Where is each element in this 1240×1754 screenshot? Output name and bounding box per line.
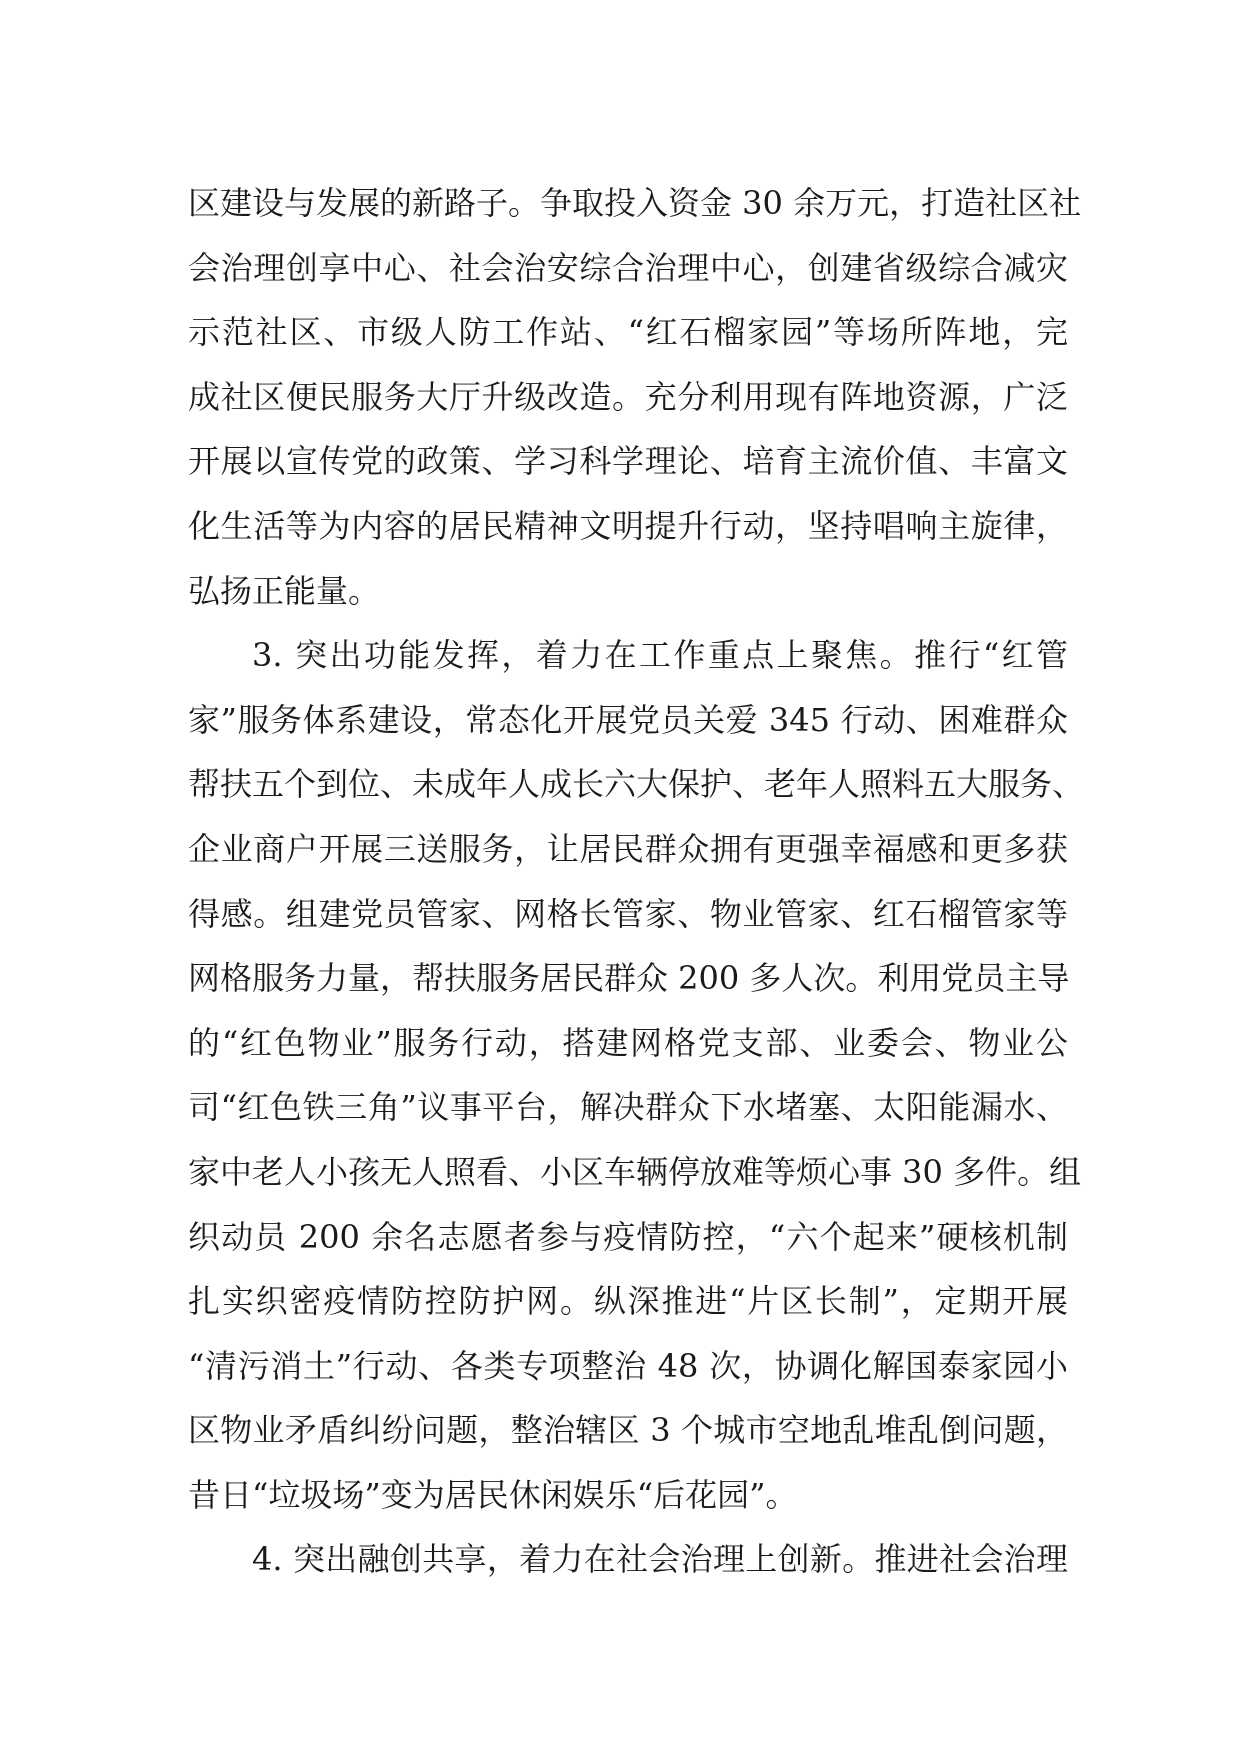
text-line: 司“红色铁三角”议事平台，解决群众下水堵塞、太阳能漏水、 xyxy=(188,1088,1068,1127)
text-line: 昔日“垃圾场”变为居民休闲娱乐“后花园”。 xyxy=(188,1475,798,1514)
text-line: 得感。组建党员管家、网格长管家、物业管家、红石榴管家等 xyxy=(188,894,1068,933)
text-line: 弘扬正能量。 xyxy=(188,571,381,610)
text-line: 家中老人小孩无人照看、小区车辆停放难等烦心事 30 多件。组 xyxy=(188,1152,1082,1191)
text-line: 织动员 200 余名志愿者参与疫情防控，“六个起来”硬核机制 xyxy=(188,1217,1068,1256)
text-line: 会治理创享中心、社会治安综合治理中心，创建省级综合减灾 xyxy=(188,248,1068,287)
text-line: 网格服务力量，帮扶服务居民群众 200 多人次。利用党员主导 xyxy=(188,959,1070,998)
text-line: 家”服务体系建设，常态化开展党员关爱 345 行动、困难群众 xyxy=(188,700,1068,739)
body-text xyxy=(188,171,1085,1592)
text-line: 区建设与发展的新路子。争取投入资金 30 余万元，打造社区社 xyxy=(188,184,1082,222)
text-line: 帮扶五个到位、未成年人成长六大保护、老年人照料五大服务、 xyxy=(188,765,1085,804)
text-line: 开展以宣传党的政策、学习科学理论、培育主流价值、丰富文 xyxy=(188,442,1068,481)
text-line: 企业商户开展三送服务，让居民群众拥有更强幸福感和更多获 xyxy=(188,829,1068,868)
text-line: 扎实织密疫情防控防护网。纵深推进“片区长制”，定期开展 xyxy=(188,1282,1068,1321)
section-heading-4: 4. 突出融创共享，着力在社会治理上创新。推进社会治理 xyxy=(252,1540,1068,1579)
text-line: 成社区便民服务大厅升级改造。充分利用现有阵地资源，广泛 xyxy=(188,377,1068,416)
text-line: 示范社区、市级人防工作站、“红石榴家园”等场所阵地，完 xyxy=(188,313,1068,352)
text-line: 化生活等为内容的居民精神文明提升行动，坚持唱响主旋律， xyxy=(188,506,1068,545)
section-heading-3: 3. 突出功能发挥，着力在工作重点上聚焦。推行“红管 xyxy=(252,636,1068,675)
text-line: 的“红色物业”服务行动，搭建网格党支部、业委会、物业公 xyxy=(188,1023,1068,1062)
text-line: 区物业矛盾纠纷问题，整治辖区 3 个城市空地乱堆乱倒问题， xyxy=(188,1411,1068,1450)
text-line: “清污消土”行动、各类专项整治 48 次，协调化解国泰家园小 xyxy=(188,1346,1068,1385)
